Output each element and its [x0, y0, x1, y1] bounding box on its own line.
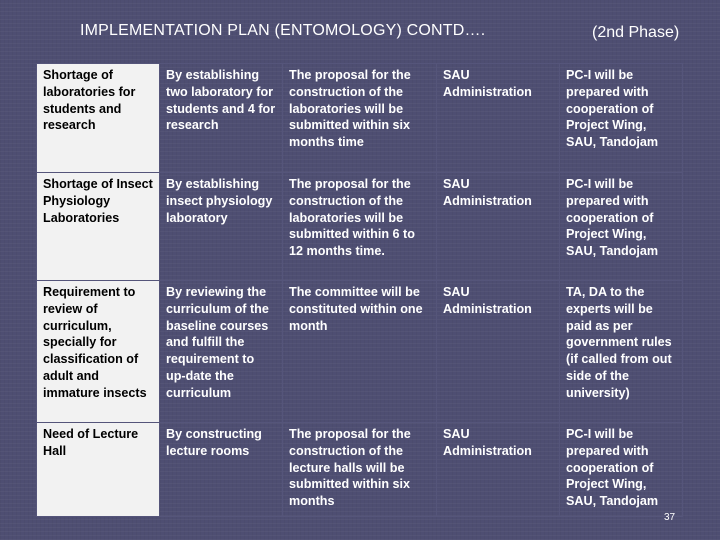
table-row — [37, 281, 683, 423]
table-row — [37, 423, 683, 517]
strategy-cell: By establishing insect physiology laboratory — [160, 173, 283, 281]
issue-cell: Requirement to review of curriculum, specially for classification of adult and immature insects — [37, 281, 160, 423]
strategy-cell: By establishing two laboratory for students and 4 for research — [160, 64, 283, 173]
remarks-cell: TA, DA to the experts will be paid as per government rules (if called from out side of the university) — [560, 281, 683, 423]
issue-cell: Need of Lecture Hall — [37, 423, 160, 517]
timeline-cell: The proposal for the construction of the laboratories will be submitted within 6 to 12 months time. — [283, 173, 437, 281]
timeline-cell: The proposal for the construction of the laboratories will be submitted within six months time — [283, 64, 437, 173]
implementation-plan-table — [36, 63, 683, 517]
phase-label: (2nd Phase) — [592, 24, 680, 41]
responsible-cell: SAU Administration — [437, 64, 560, 173]
timeline-cell: The proposal for the construction of the lecture halls will be submitted within six months — [283, 423, 437, 517]
table-row — [37, 64, 683, 173]
remarks-cell: PC-I will be prepared with cooperation of Project Wing, SAU, Tandojam — [560, 173, 683, 281]
responsible-cell: SAU Administration — [437, 173, 560, 281]
responsible-cell: SAU Administration — [437, 281, 560, 423]
table-row — [37, 173, 683, 281]
responsible-cell: SAU Administration — [437, 423, 560, 517]
slide-title: IMPLEMENTATION PLAN (ENTOMOLOGY) CONTD…. — [80, 22, 486, 39]
remarks-cell: PC-I will be prepared with cooperation of Project Wing, SAU, Tandojam — [560, 64, 683, 173]
issue-cell: Shortage of laboratories for students and research — [37, 64, 160, 173]
page-number: 37 — [664, 512, 676, 523]
timeline-cell: The committee will be constituted within one month — [283, 281, 437, 423]
strategy-cell: By constructing lecture rooms — [160, 423, 283, 517]
issue-cell: Shortage of Insect Physiology Laboratories — [37, 173, 160, 281]
strategy-cell: By reviewing the curriculum of the baseline courses and fulfill the requirement to up-date the curriculum — [160, 281, 283, 423]
remarks-cell: PC-I will be prepared with cooperation of Project Wing, SAU, Tandojam — [560, 423, 683, 517]
